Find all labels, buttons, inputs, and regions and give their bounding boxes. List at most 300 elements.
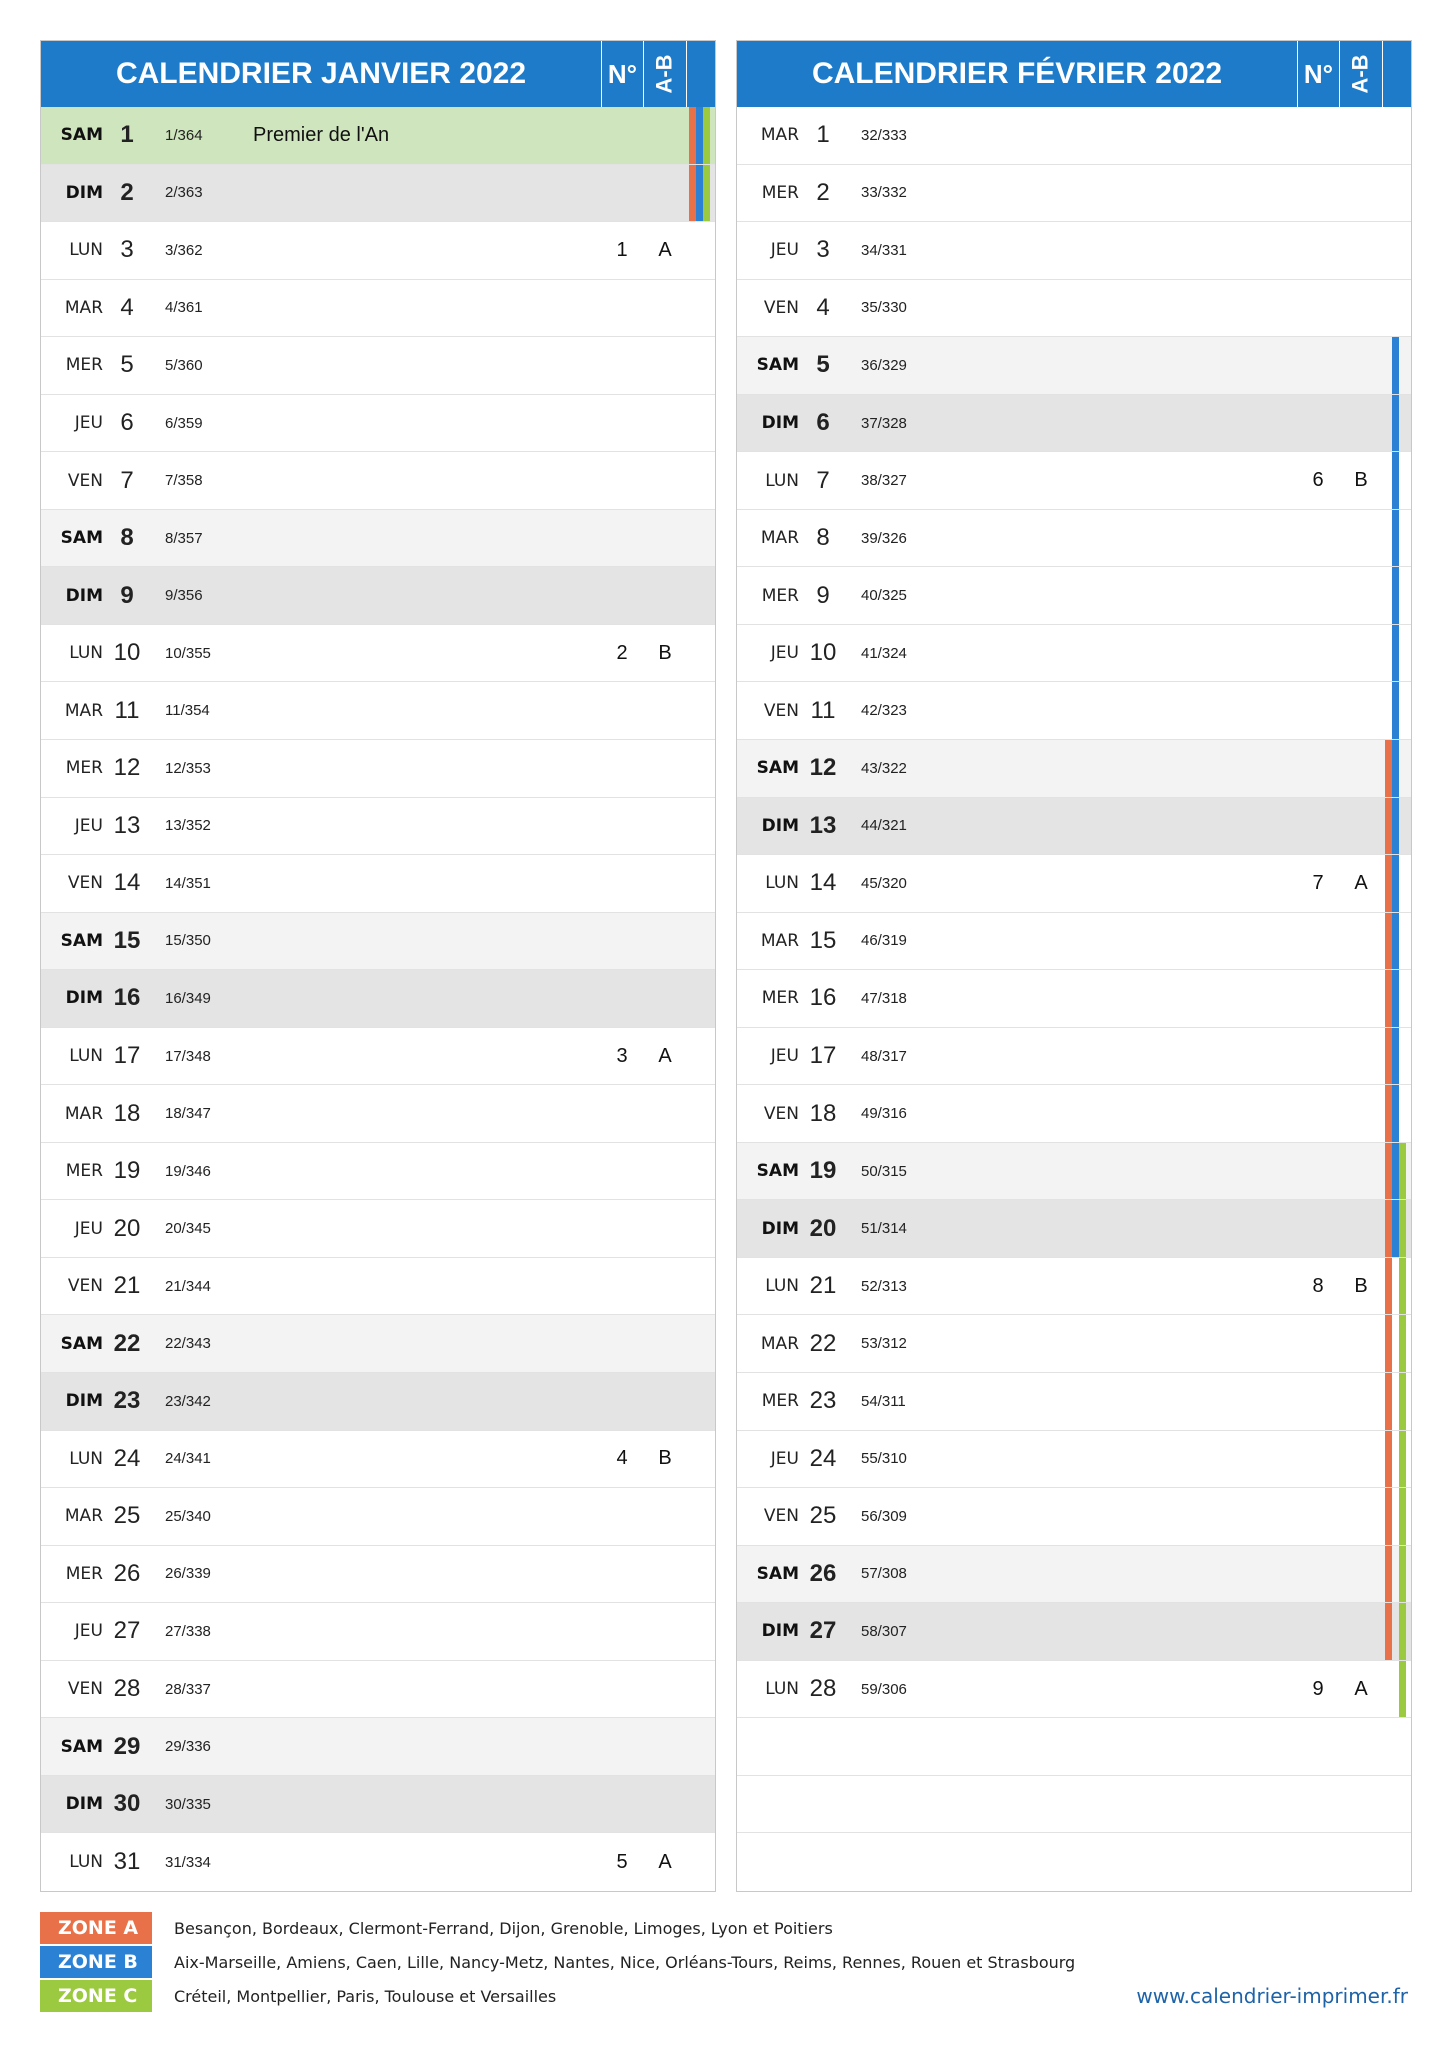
day-name <box>737 1833 799 1891</box>
day-row <box>41 510 715 568</box>
legend-zone-b <box>40 1946 1448 1980</box>
calendar-january <box>40 40 716 1892</box>
day-number: 18 <box>809 1099 837 1127</box>
day-number: 17 <box>113 1042 141 1070</box>
day-name: DIM <box>761 815 799 836</box>
day-of-year: 3/362 <box>165 241 203 259</box>
day-row <box>737 682 1411 740</box>
zone-b-badge: ZONE B <box>40 1946 152 1978</box>
day-row <box>737 855 1411 913</box>
day-of-year: 34/331 <box>861 241 907 259</box>
day-name: LUN <box>765 873 799 894</box>
day-name: SAM <box>60 930 103 951</box>
zone-b-holiday-bar <box>1392 337 1399 394</box>
week-number-header: N° <box>601 41 643 107</box>
day-of-year: 25/340 <box>165 1507 211 1525</box>
week-number: 8 <box>1312 1274 1324 1297</box>
day-of-year: 4/361 <box>165 299 203 317</box>
day-of-year: 10/355 <box>165 644 211 662</box>
zone-a-holiday-bar <box>1385 970 1392 1027</box>
day-name: VEN <box>763 700 799 721</box>
day-of-year: 28/337 <box>165 1680 211 1698</box>
day-number: 23 <box>113 1387 141 1415</box>
day-row <box>41 1833 715 1891</box>
day-number: 5 <box>120 351 134 379</box>
zone-b-holiday-bar <box>696 165 703 222</box>
day-of-year: 56/309 <box>861 1507 907 1525</box>
day-name: MER <box>761 988 799 1009</box>
day-number: 22 <box>113 1329 141 1357</box>
day-of-year: 39/326 <box>861 529 907 547</box>
day-of-year <box>861 1776 921 1833</box>
day-name: JEU <box>74 815 103 836</box>
day-of-year: 9/356 <box>165 587 203 605</box>
day-row <box>737 740 1411 798</box>
week-ab-header: A-B <box>643 41 687 107</box>
zone-c-cities: Créteil, Montpellier, Paris, Toulouse et Versailles <box>174 1986 557 2006</box>
day-number: 14 <box>809 869 837 897</box>
day-event: Premier de l'An <box>253 123 390 146</box>
day-row <box>41 567 715 625</box>
day-name: MER <box>65 1161 103 1182</box>
day-number: 13 <box>809 811 837 839</box>
day-of-year: 51/314 <box>861 1220 907 1238</box>
day-row <box>737 280 1411 338</box>
day-number: 2 <box>816 178 830 206</box>
week-ab: B <box>1354 469 1368 492</box>
day-row <box>41 1603 715 1661</box>
day-row <box>41 740 715 798</box>
day-row <box>41 1546 715 1604</box>
day-name: MAR <box>64 1103 103 1124</box>
day-row <box>41 798 715 856</box>
day-number: 8 <box>816 524 830 552</box>
week-ab: A <box>1354 1677 1368 1700</box>
day-name: JEU <box>74 1218 103 1239</box>
zone-c-badge: ZONE C <box>40 1980 152 2012</box>
week-ab-header: A-B <box>1339 41 1383 107</box>
zone-c-holiday-bar <box>1399 1546 1406 1603</box>
week-number: 5 <box>616 1850 628 1873</box>
day-row <box>737 1315 1411 1373</box>
day-name: VEN <box>67 873 103 894</box>
week-number: 6 <box>1312 469 1324 492</box>
day-number: 9 <box>816 581 830 609</box>
day-of-year: 6/359 <box>165 414 203 432</box>
zone-b-holiday-bar <box>1392 625 1399 682</box>
zone-a-holiday-bar <box>689 165 696 222</box>
zone-b-cities: Aix-Marseille, Amiens, Caen, Lille, Nancy-Metz, Nantes, Nice, Orléans-Tours, Reims, Rennes, Rouen et Strasbourg <box>174 1952 1076 1972</box>
day-name: MER <box>761 1391 799 1412</box>
day-row <box>41 337 715 395</box>
day-name: MAR <box>760 528 799 549</box>
day-name: MAR <box>760 125 799 146</box>
zone-c-holiday-bar <box>1399 1603 1406 1660</box>
day-row <box>41 1373 715 1431</box>
day-number: 7 <box>120 466 134 494</box>
zone-c-holiday-bar <box>703 165 710 222</box>
day-of-year: 27/338 <box>165 1622 211 1640</box>
day-number: 12 <box>809 754 837 782</box>
day-name: DIM <box>761 1621 799 1642</box>
zone-b-holiday-bar <box>1392 913 1399 970</box>
day-number: 14 <box>113 869 141 897</box>
day-row <box>41 1200 715 1258</box>
empty-row <box>737 1833 1411 1891</box>
day-of-year: 58/307 <box>861 1622 907 1640</box>
day-row <box>737 222 1411 280</box>
day-of-year: 41/324 <box>861 644 907 662</box>
day-number: 6 <box>120 409 134 436</box>
day-of-year: 53/312 <box>861 1335 907 1353</box>
zone-a-holiday-bar <box>1385 740 1392 797</box>
week-number: 4 <box>616 1447 628 1470</box>
day-name: VEN <box>763 1103 799 1124</box>
day-row <box>41 1661 715 1719</box>
day-of-year: 15/350 <box>165 932 211 950</box>
day-of-year: 48/317 <box>861 1047 907 1065</box>
day-row <box>41 1718 715 1776</box>
day-name: VEN <box>67 470 103 491</box>
day-number: 21 <box>113 1272 141 1300</box>
day-name: LUN <box>765 1679 799 1700</box>
day-name: DIM <box>65 1794 103 1815</box>
legend-zone-a <box>40 1912 1448 1946</box>
day-number: 4 <box>816 293 830 321</box>
day-row <box>737 107 1411 165</box>
zone-c-holiday-bar <box>1399 1315 1406 1372</box>
zone-c-holiday-bar <box>1399 1258 1406 1315</box>
day-name: MAR <box>760 1333 799 1354</box>
day-of-year: 45/320 <box>861 874 907 892</box>
zone-a-holiday-bar <box>1385 798 1392 855</box>
day-number: 2 <box>120 178 134 206</box>
zone-b-holiday-bar <box>1392 798 1399 855</box>
day-of-year: 20/345 <box>165 1220 211 1238</box>
day-row <box>41 1431 715 1489</box>
day-of-year: 32/333 <box>861 126 907 144</box>
day-name: DIM <box>65 1391 103 1412</box>
day-of-year: 12/353 <box>165 759 211 777</box>
day-number: 18 <box>113 1099 141 1127</box>
day-row <box>41 1258 715 1316</box>
day-name: MER <box>65 758 103 779</box>
day-number: 3 <box>120 236 134 264</box>
day-of-year: 44/321 <box>861 817 907 835</box>
week-ab: B <box>658 641 672 664</box>
zone-c-holiday-bar <box>1399 1373 1406 1430</box>
day-name: MAR <box>64 700 103 721</box>
zone-c-holiday-bar <box>1399 1431 1406 1488</box>
day-of-year: 47/318 <box>861 989 907 1007</box>
zone-c-holiday-bar <box>1399 1143 1406 1200</box>
day-of-year: 55/310 <box>861 1450 907 1468</box>
day-name: MER <box>761 585 799 606</box>
day-number: 7 <box>816 466 830 494</box>
day-row <box>737 165 1411 223</box>
day-number: 24 <box>113 1444 141 1472</box>
empty-row <box>737 1718 1411 1776</box>
day-of-year: 1/364 <box>165 126 203 144</box>
zone-b-holiday-bar <box>1392 855 1399 912</box>
day-number: 13 <box>113 811 141 839</box>
day-number: 20 <box>113 1214 141 1242</box>
day-of-year: 17/348 <box>165 1047 211 1065</box>
day-of-year: 11/354 <box>165 702 210 720</box>
week-number: 3 <box>616 1044 628 1067</box>
day-number <box>801 1833 845 1891</box>
week-ab: B <box>658 1447 672 1470</box>
day-number: 6 <box>816 409 830 436</box>
day-number: 19 <box>809 1157 837 1185</box>
day-name: VEN <box>67 1276 103 1297</box>
zone-b-holiday-bar <box>1392 1143 1399 1200</box>
day-name: DIM <box>65 988 103 1009</box>
day-name: MAR <box>64 297 103 318</box>
week-ab: A <box>658 238 672 261</box>
day-row <box>41 107 715 165</box>
day-number: 1 <box>816 121 830 149</box>
day-name: JEU <box>770 1046 799 1067</box>
zone-c-holiday-bar <box>1399 1661 1406 1718</box>
zone-a-cities: Besançon, Bordeaux, Clermont-Ferrand, Dijon, Grenoble, Limoges, Lyon et Poitiers <box>174 1918 833 1938</box>
day-row <box>737 970 1411 1028</box>
month-header <box>737 41 1411 107</box>
day-row <box>737 1661 1411 1719</box>
empty-row <box>737 1776 1411 1834</box>
zone-b-holiday-bar <box>1392 970 1399 1027</box>
day-name: SAM <box>756 1563 799 1584</box>
week-number-header: N° <box>1297 41 1339 107</box>
week-ab: B <box>1354 1274 1368 1297</box>
day-of-year <box>861 1833 921 1891</box>
day-row <box>737 1258 1411 1316</box>
day-name: LUN <box>765 470 799 491</box>
month-title: CALENDRIER FÉVRIER 2022 <box>811 57 1223 90</box>
day-of-year: 2/363 <box>165 184 203 202</box>
day-of-year: 35/330 <box>861 299 907 317</box>
day-name: SAM <box>60 125 103 146</box>
week-number: 2 <box>616 641 628 664</box>
day-number: 25 <box>113 1502 141 1530</box>
zone-b-holiday-bar <box>1392 1200 1399 1257</box>
day-name: SAM <box>756 355 799 376</box>
day-of-year: 40/325 <box>861 587 907 605</box>
zone-a-holiday-bar <box>1385 913 1392 970</box>
day-name: MER <box>65 1563 103 1584</box>
day-name: LUN <box>69 240 103 261</box>
day-row <box>737 1431 1411 1489</box>
day-name: LUN <box>69 643 103 664</box>
day-of-year: 16/349 <box>165 989 211 1007</box>
day-number: 5 <box>816 351 830 379</box>
day-of-year: 18/347 <box>165 1105 211 1123</box>
day-row <box>737 1546 1411 1604</box>
day-of-year: 22/343 <box>165 1335 211 1353</box>
zone-a-holiday-bar <box>1385 1085 1392 1142</box>
day-number: 15 <box>113 926 141 954</box>
day-of-year: 49/316 <box>861 1105 907 1123</box>
day-number: 23 <box>809 1387 837 1415</box>
day-of-year: 13/352 <box>165 817 211 835</box>
day-of-year: 7/358 <box>165 472 203 490</box>
day-of-year: 29/336 <box>165 1738 211 1756</box>
day-name: DIM <box>761 413 799 433</box>
day-name: LUN <box>69 1852 103 1873</box>
day-name: SAM <box>756 758 799 779</box>
zone-a-holiday-bar <box>1385 1315 1392 1372</box>
day-row <box>41 452 715 510</box>
zone-a-holiday-bar <box>1385 1028 1392 1085</box>
week-ab: A <box>658 1850 672 1873</box>
day-number: 28 <box>113 1675 141 1703</box>
zone-a-holiday-bar <box>1385 1373 1392 1430</box>
day-number: 12 <box>113 754 141 782</box>
day-number <box>801 1718 845 1775</box>
day-name: SAM <box>756 1161 799 1182</box>
day-number: 15 <box>809 926 837 954</box>
day-row <box>41 682 715 740</box>
day-number: 9 <box>120 581 134 609</box>
zone-a-holiday-bar <box>689 107 696 164</box>
day-row <box>737 510 1411 568</box>
day-name: VEN <box>763 1506 799 1527</box>
day-row <box>737 913 1411 971</box>
month-title: CALENDRIER JANVIER 2022 <box>115 57 527 90</box>
day-row <box>41 970 715 1028</box>
day-row <box>41 625 715 683</box>
day-of-year: 43/322 <box>861 759 907 777</box>
day-number: 25 <box>809 1502 837 1530</box>
day-list <box>41 107 715 1891</box>
day-of-year: 52/313 <box>861 1277 907 1295</box>
website-link[interactable]: www.calendrier-imprimer.fr <box>1136 1984 1408 2008</box>
day-number: 22 <box>809 1329 837 1357</box>
day-row <box>737 1143 1411 1201</box>
day-number: 20 <box>809 1214 837 1242</box>
day-name: JEU <box>770 240 799 261</box>
month-header <box>41 41 715 107</box>
day-name: DIM <box>65 585 103 606</box>
zone-c-holiday-bar <box>1399 1488 1406 1545</box>
week-ab: A <box>658 1044 672 1067</box>
day-row <box>41 855 715 913</box>
day-of-year: 24/341 <box>165 1450 211 1468</box>
day-name: SAM <box>60 1333 103 1354</box>
zone-b-holiday-bar <box>1392 1028 1399 1085</box>
day-row <box>41 913 715 971</box>
day-number: 30 <box>113 1790 141 1818</box>
day-number: 27 <box>809 1617 837 1645</box>
day-row <box>737 337 1411 395</box>
zone-a-holiday-bar <box>1385 1488 1392 1545</box>
day-of-year: 54/311 <box>861 1392 906 1410</box>
day-name: JEU <box>74 1621 103 1642</box>
day-row <box>737 625 1411 683</box>
day-of-year: 38/327 <box>861 472 907 490</box>
day-of-year: 21/344 <box>165 1277 211 1295</box>
day-row <box>737 395 1411 453</box>
day-name: LUN <box>69 1046 103 1067</box>
day-number: 10 <box>809 639 837 667</box>
zone-b-holiday-bar <box>1392 740 1399 797</box>
week-number: 9 <box>1312 1677 1324 1700</box>
day-name: MER <box>761 182 799 203</box>
day-row <box>737 1488 1411 1546</box>
zone-b-holiday-bar <box>1392 682 1399 739</box>
zone-a-holiday-bar <box>1385 1546 1392 1603</box>
day-number: 16 <box>809 984 837 1012</box>
day-of-year: 36/329 <box>861 356 907 374</box>
day-of-year: 30/335 <box>165 1795 211 1813</box>
zone-a-holiday-bar <box>1385 1258 1392 1315</box>
day-row <box>737 1603 1411 1661</box>
day-number: 10 <box>113 639 141 667</box>
day-number: 31 <box>113 1848 141 1876</box>
zone-b-holiday-bar <box>1392 1085 1399 1142</box>
day-list <box>737 107 1411 1891</box>
zone-b-holiday-bar <box>1392 452 1399 509</box>
day-row <box>41 165 715 223</box>
day-row <box>737 1028 1411 1086</box>
day-of-year: 8/357 <box>165 529 203 547</box>
day-number: 16 <box>113 984 141 1012</box>
day-name: MAR <box>760 930 799 951</box>
day-of-year: 19/346 <box>165 1162 211 1180</box>
day-row <box>737 1085 1411 1143</box>
day-row <box>41 1085 715 1143</box>
day-number: 17 <box>809 1042 837 1070</box>
day-name: VEN <box>763 297 799 318</box>
calendar-february <box>736 40 1412 1892</box>
zone-a-holiday-bar <box>1385 1431 1392 1488</box>
day-name: JEU <box>770 1448 799 1469</box>
zone-a-holiday-bar <box>1385 855 1392 912</box>
day-number: 8 <box>120 524 134 552</box>
zone-a-holiday-bar <box>1385 1143 1392 1200</box>
week-number: 7 <box>1312 871 1324 894</box>
day-of-year: 50/315 <box>861 1162 907 1180</box>
day-name: DIM <box>65 182 103 203</box>
day-name: LUN <box>69 1448 103 1469</box>
day-name: MAR <box>64 1506 103 1527</box>
day-of-year: 46/319 <box>861 932 907 950</box>
zone-b-holiday-bar <box>1392 510 1399 567</box>
day-name: JEU <box>74 413 103 433</box>
day-number: 1 <box>120 121 134 149</box>
day-number: 26 <box>809 1559 837 1587</box>
zone-a-holiday-bar <box>1385 1603 1392 1660</box>
day-name: MER <box>65 355 103 376</box>
day-name: VEN <box>67 1679 103 1700</box>
zone-b-holiday-bar <box>696 107 703 164</box>
day-row <box>737 567 1411 625</box>
day-row <box>41 222 715 280</box>
day-row <box>41 1028 715 1086</box>
day-number <box>801 1776 845 1833</box>
day-name: DIM <box>761 1218 799 1239</box>
day-of-year: 26/339 <box>165 1565 211 1583</box>
day-row <box>41 1315 715 1373</box>
day-name: SAM <box>60 528 103 549</box>
zone-b-holiday-bar <box>1392 567 1399 624</box>
day-name: JEU <box>770 643 799 664</box>
day-number: 11 <box>810 696 836 724</box>
day-of-year: 42/323 <box>861 702 907 720</box>
week-ab: A <box>1354 871 1368 894</box>
day-number: 26 <box>113 1559 141 1587</box>
day-number: 27 <box>113 1617 141 1645</box>
